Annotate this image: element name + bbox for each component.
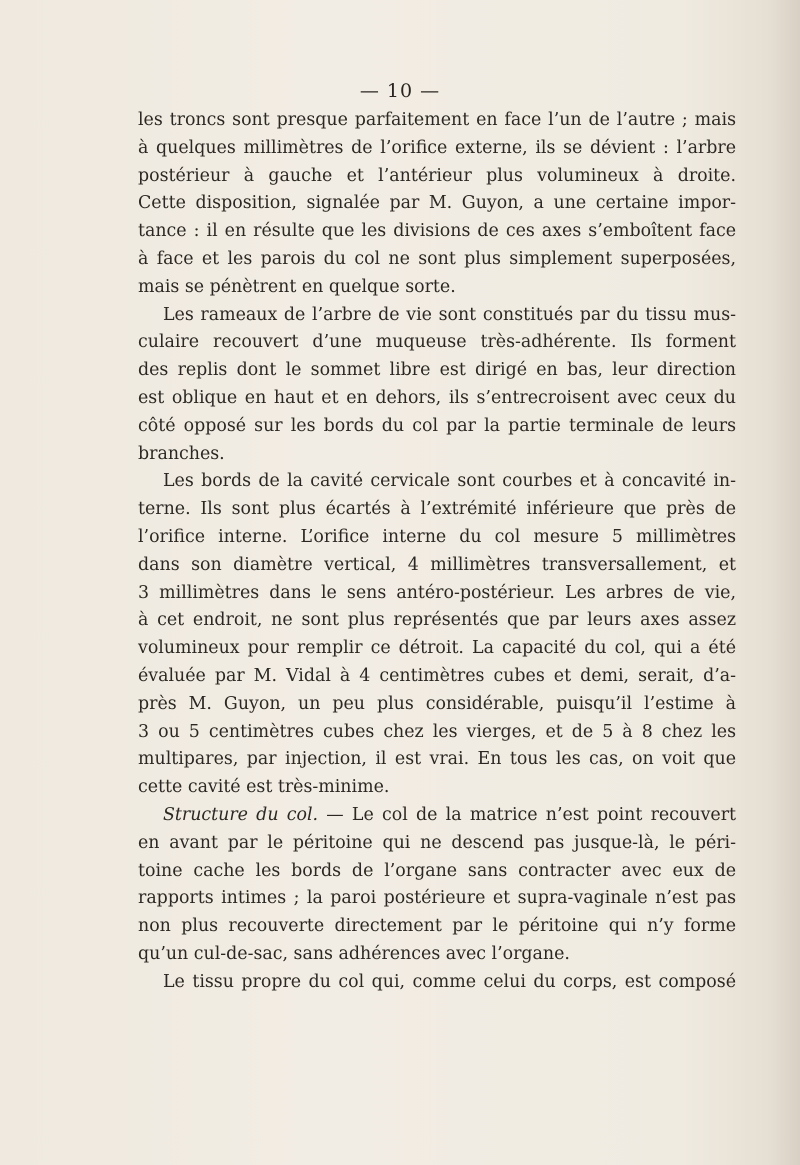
text-line: terne. Ils sont plus écartés à l’extrémité inférieure que près de bbox=[138, 499, 736, 520]
text-line: près M. Guyon, un peu plus considérable, puisqu’il l’estime à bbox=[138, 693, 736, 714]
text-line-tail: — Le col de la matrice n’est point recouvert bbox=[326, 804, 736, 825]
text-line: qu’un cul-de-sac, sans adhérences avec l’organe. bbox=[138, 943, 570, 964]
text-line: à cet endroit, ne sont plus représentés que par leurs axes assez bbox=[138, 610, 736, 631]
text-line: à quelques millimètres de l’orifice externe, ils se dévient : l’arbre bbox=[138, 137, 736, 158]
text-line: Les rameaux de l’arbre de vie sont constitués par du tissu mus- bbox=[163, 304, 736, 325]
text-line: 3 ou 5 centimètres cubes chez les vierges, et de 5 à 8 chez les bbox=[138, 721, 736, 742]
text-line: des replis dont le sommet libre est dirigé en bas, leur direction bbox=[138, 360, 736, 381]
text-line: dans son diamètre vertical, 4 millimètres transversallement, et bbox=[138, 554, 736, 575]
text-line: tance : il en résulte que les divisions de ces axes s’emboîtent face bbox=[138, 221, 736, 242]
text-line: rapports intimes ; la paroi postérieure et supra-vaginale n’est pas bbox=[138, 888, 736, 909]
body-text bbox=[138, 107, 736, 997]
text-line: 3 millimètres dans le sens antéro-postérieur. Les arbres de vie, bbox=[138, 582, 736, 603]
section-heading: Structure du col. bbox=[163, 804, 319, 825]
section-line bbox=[138, 802, 736, 830]
text-line: évaluée par M. Vidal à 4 centimètres cubes et demi, serait, d’a- bbox=[138, 665, 736, 686]
text-line: Cette disposition, signalée par M. Guyon, a une certaine impor- bbox=[138, 193, 736, 214]
page-number: — 10 — bbox=[359, 80, 441, 102]
text-line: en avant par le péritoine qui ne descend pas jusque-là, le péri- bbox=[138, 832, 736, 853]
text-line: culaire recouvert d’une muqueuse très-adhérente. Ils forment bbox=[138, 332, 736, 353]
text-line: cette cavité est très-minime. bbox=[138, 777, 390, 798]
text-line: toine cache les bords de l’organe sans contracter avec eux de bbox=[138, 860, 736, 881]
text-line: côté opposé sur les bords du col par la partie terminale de leurs bbox=[138, 415, 736, 436]
text-line: Les bords de la cavité cervicale sont courbes et à concavité in- bbox=[163, 471, 736, 492]
text-line: est oblique en haut et en dehors, ils s’entrecroisent avec ceux du bbox=[138, 387, 736, 408]
text-line: volumineux pour remplir ce détroit. La capacité du col, qui a été bbox=[138, 638, 736, 659]
text-line: non plus recouverte directement par le péritoine qui n’y forme bbox=[138, 916, 736, 937]
text-line: Le tissu propre du col qui, comme celui du corps, est composé bbox=[163, 971, 736, 992]
text-line: les troncs sont presque parfaitement en face l’un de l’autre ; mais bbox=[138, 110, 736, 130]
text-line: multipares, par injection, il est vrai. En tous les cas, on voit que bbox=[138, 749, 736, 770]
text-line: mais se pénètrent en quelque sorte. bbox=[138, 276, 456, 297]
text-line: postérieur à gauche et l’antérieur plus volumineux à droite. bbox=[138, 165, 736, 186]
text-line: branches. bbox=[138, 443, 225, 464]
text-line: à face et les parois du col ne sont plus simplement superposées, bbox=[138, 248, 736, 269]
text-line: l’orifice interne. L’orifice interne du col mesure 5 millimètres bbox=[138, 526, 736, 547]
